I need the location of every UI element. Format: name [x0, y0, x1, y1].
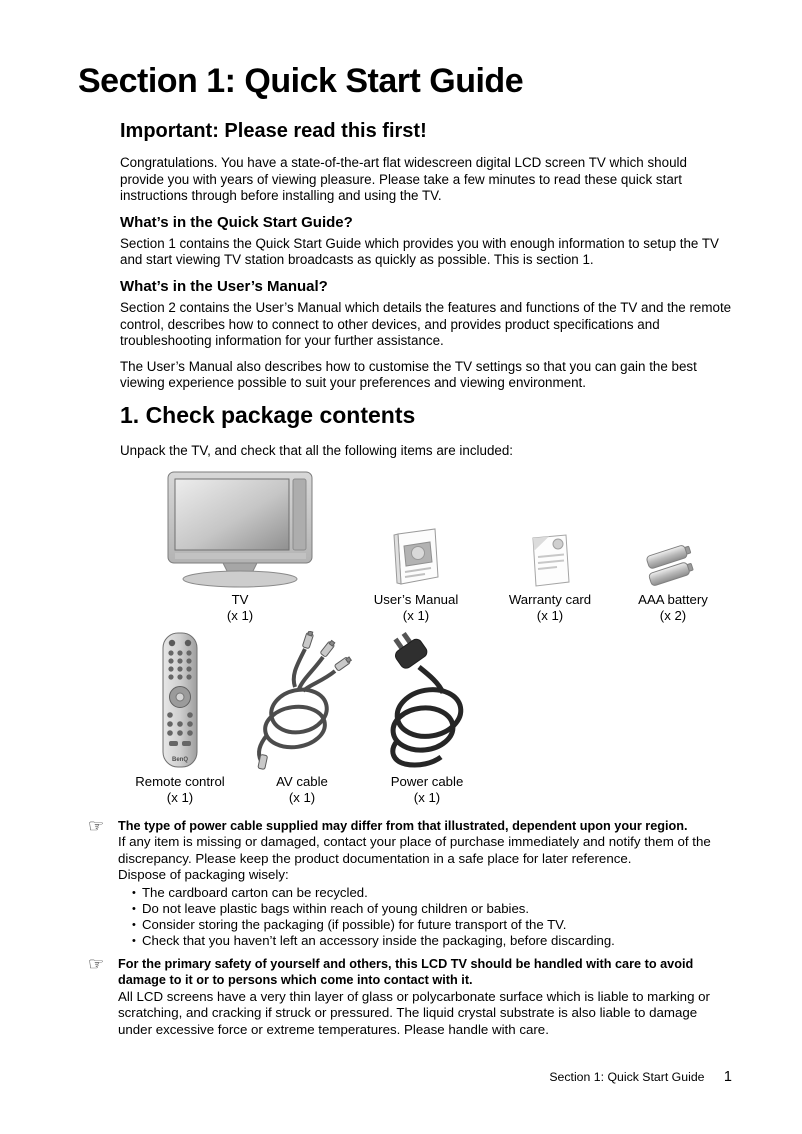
package-item-power-cable — [352, 625, 502, 807]
package-item-label: Power cable — [390, 773, 464, 789]
warranty-card-illustration — [527, 533, 573, 589]
bullet-text: Do not leave plastic bags within reach of young children or babies. — [142, 900, 530, 916]
remote-control-illustration — [157, 631, 203, 771]
package-item-label: Remote control — [135, 773, 225, 789]
package-item-qty: (x 1) — [536, 608, 564, 624]
package-item-qty: (x 1) — [166, 790, 194, 806]
package-item-users-manual — [356, 469, 476, 625]
package-item-qty: (x 1) — [288, 790, 316, 806]
note-1-body-text: If any item is missing or damaged, contact your place of purchase immediately and notify them of the discrepancy. Please keep the product documentation in a safe place for later reference. — [118, 834, 711, 866]
package-item-remote-control — [110, 625, 250, 807]
dispose-bullet-list — [132, 885, 734, 950]
bullet-item — [132, 885, 734, 901]
package-item-label: Warranty card — [508, 591, 592, 607]
note-2-bold-text: For the primary safety of yourself and others, this LCD TV should be handled with care to avoid damage to it or to persons which come into contact with it. — [118, 957, 694, 988]
note-1-bold-text: The type of power cable supplied may differ from that illustrated, dependent upon your region. — [118, 818, 688, 833]
important-heading: Important: Please read this first! — [120, 120, 427, 142]
power-cable-illustration — [367, 631, 487, 771]
bullet-icon: • — [132, 886, 136, 899]
users-manual-paragraph-2: The User’s Manual also describes how to customise the TV settings so that you can gain the best viewing experience possible to suit your preferences and viewing environment. — [120, 358, 697, 391]
aaa-battery-illustration — [640, 543, 706, 589]
bullet-text: Check that you haven’t left an accessory inside the packaging, before discarding. — [142, 933, 615, 949]
pointing-hand-icon: ☞ — [88, 954, 105, 975]
package-item-av-cable — [232, 625, 372, 807]
users-manual-paragraph-1: Section 2 contains the User’s Manual which details the features and functions of the TV and the remote control, describes how to connect to other devices, and provides product specifications and troubleshooting information for your further assistance. — [120, 299, 732, 349]
users-manual-heading: What’s in the User’s Manual? — [120, 277, 328, 295]
package-item-label: User’s Manual — [373, 591, 459, 607]
package-item-warranty-card — [490, 469, 610, 625]
package-item-aaa-battery — [613, 469, 733, 625]
pointing-hand-icon: ☞ — [88, 815, 105, 836]
package-item-label: AV cable — [276, 773, 328, 789]
package-item-qty: (x 1) — [402, 608, 430, 624]
bullet-item — [132, 933, 734, 949]
footer-section-text: Section 1: Quick Start Guide — [549, 1070, 705, 1084]
package-item-label: TV — [231, 591, 249, 607]
av-cable-illustration — [247, 631, 357, 771]
check-package-heading: 1. Check package contents — [120, 401, 416, 428]
note-2 — [88, 954, 734, 1038]
tv-illustration — [165, 471, 315, 589]
package-item-label: AAA battery — [638, 591, 708, 607]
package-item-tv — [155, 469, 325, 625]
bullet-text: The cardboard carton can be recycled. — [142, 884, 368, 900]
package-item-qty: (x 2) — [659, 608, 687, 624]
bullet-icon: • — [132, 918, 136, 931]
footer-page-number: 1 — [723, 1069, 732, 1085]
users-manual-illustration — [390, 527, 442, 589]
quick-start-guide-heading: What’s in the Quick Start Guide? — [120, 213, 353, 231]
bullet-item — [132, 917, 734, 933]
bullet-item — [132, 901, 734, 917]
package-item-qty: (x 1) — [413, 790, 441, 806]
quick-start-guide-paragraph: Section 1 contains the Quick Start Guide which provides you with enough information to setup the TV and start viewing TV station broadcasts as quickly as possible. This is section 1. — [120, 235, 719, 268]
bullet-icon: • — [132, 935, 136, 948]
page-footer — [549, 1069, 732, 1085]
package-row-1 — [120, 469, 734, 625]
bullet-icon: • — [132, 902, 136, 915]
dispose-heading: Dispose of packaging wisely: — [118, 867, 289, 883]
package-item-qty: (x 1) — [226, 608, 254, 624]
check-package-intro: Unpack the TV, and check that all the following items are included: — [120, 442, 514, 458]
bullet-text: Consider storing the packaging (if possible) for future transport of the TV. — [142, 916, 567, 932]
note-1 — [88, 815, 734, 950]
page-title: Section 1: Quick Start Guide — [78, 62, 524, 100]
remote-brand-label: BenQ — [171, 756, 189, 763]
important-paragraph: Congratulations. You have a state-of-the-art flat widescreen digital LCD screen TV which should provide you with years of viewing pleasure. Please take a few minutes to read these quick start instructions through before installing and using the TV. — [120, 155, 687, 204]
note-2-body-text: All LCD screens have a very thin layer of glass or polycarbonate surface which is liable to marking or scratching, and cracking if struck or pressured. The liquid crystal substrate is also liable to damage under excessive force or extreme temperatures. Please handle with care. — [118, 988, 710, 1037]
page-content — [88, 120, 734, 1038]
package-row-2 — [120, 625, 734, 811]
